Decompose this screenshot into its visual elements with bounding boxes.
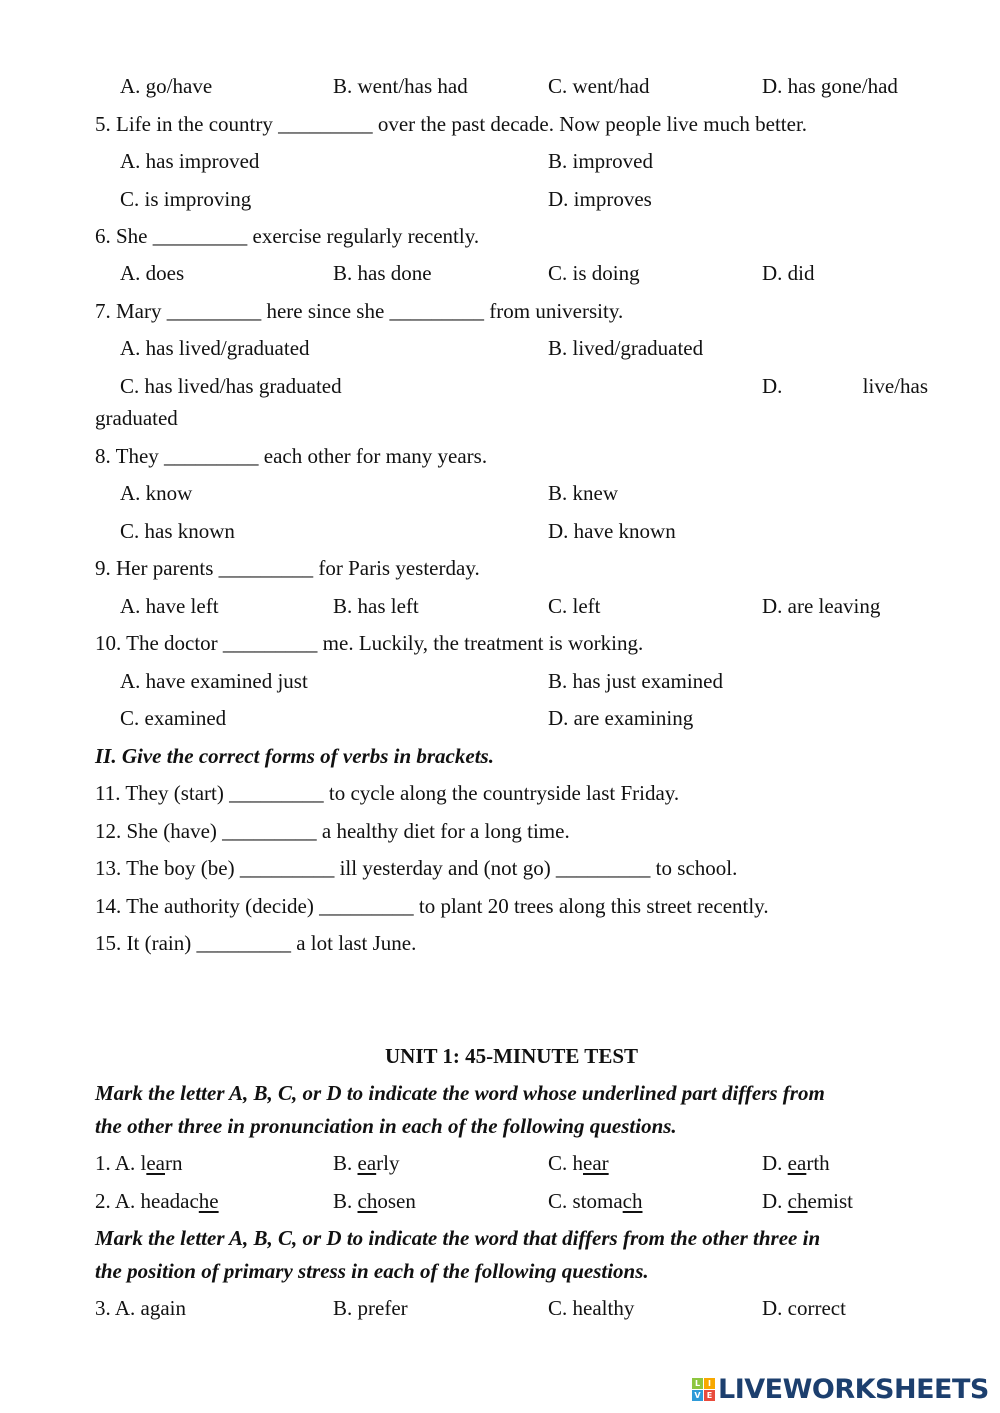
options-row: [0, 334, 1000, 362]
question-text: 15. It (rain) _________ a lot last June.: [95, 931, 417, 955]
option: D. has gone/had: [762, 74, 898, 98]
option: C. is improving: [120, 187, 252, 211]
option: A. know: [120, 481, 193, 505]
options-row: [0, 1294, 1000, 1322]
question-line: [0, 854, 1000, 882]
instruction-text: the position of primary stress in each of the following questions.: [95, 1259, 649, 1283]
question-text: 10. The doctor _________ me. Luckily, the treatment is working.: [95, 631, 644, 655]
section-title-text: UNIT 1: 45-MINUTE TEST: [384, 1044, 639, 1068]
question-line: [0, 742, 1000, 770]
question-line: [0, 297, 1000, 325]
underlined-part: ear: [583, 1151, 609, 1175]
option-text: rn: [165, 1151, 183, 1175]
option-text: osen: [377, 1189, 416, 1213]
question-text: 8. They _________ each other for many years.: [95, 444, 488, 468]
option: B. improved: [548, 149, 653, 173]
options-row: [0, 1187, 1000, 1215]
badge-letter: E: [704, 1390, 715, 1401]
question-text: 9. Her parents _________ for Paris yesterday.: [95, 556, 480, 580]
question-text: 11. They (start) _________ to cycle along the countryside last Friday.: [95, 781, 680, 805]
question-line: [0, 404, 1000, 432]
option: C. has lived/has graduated: [120, 374, 342, 398]
liveworksheets-logo: [692, 1374, 989, 1404]
option: [548, 1187, 643, 1215]
option: live/has: [862, 374, 928, 398]
question-line: [0, 629, 1000, 657]
option: A. has improved: [120, 149, 260, 173]
question-line: [0, 1257, 1000, 1285]
option-text: emist: [807, 1189, 853, 1213]
option: [95, 1187, 219, 1215]
option: [548, 1149, 609, 1177]
option: [95, 1149, 183, 1177]
option: D. improves: [548, 187, 652, 211]
instruction-text: Mark the letter A, B, C, or D to indicate the word whose underlined part differs from: [95, 1081, 825, 1105]
option: A. have examined just: [120, 669, 308, 693]
options-row: [0, 517, 1000, 545]
badge-letter: I: [704, 1378, 715, 1389]
option-text: D.: [762, 1151, 788, 1175]
option-text: rth: [806, 1151, 830, 1175]
option: 3. A. again: [95, 1296, 186, 1320]
options-row: [0, 704, 1000, 732]
option: [333, 1187, 416, 1215]
option-text: 2. A. headac: [95, 1189, 199, 1213]
option: B. knew: [548, 481, 618, 505]
question-text: 14. The authority (decide) _________ to plant 20 trees along this street recently.: [95, 894, 769, 918]
options-row: [0, 185, 1000, 213]
option-text: C. h: [548, 1151, 584, 1175]
option: C. left: [548, 594, 601, 618]
options-row: [0, 147, 1000, 175]
options-row: [0, 667, 1000, 695]
option: D. are leaving: [762, 594, 881, 618]
options-row: [0, 1149, 1000, 1177]
option: A. does: [120, 261, 185, 285]
question-line: [0, 892, 1000, 920]
option: C. healthy: [548, 1296, 635, 1320]
options-row: [0, 372, 1000, 400]
option: B. lived/graduated: [548, 336, 704, 360]
option: B. has done: [333, 261, 432, 285]
option-text: B.: [333, 1189, 358, 1213]
live-badge-icon: [692, 1378, 715, 1401]
instruction-text: II. Give the correct forms of verbs in brackets.: [95, 744, 494, 768]
option: A. go/have: [120, 74, 213, 98]
options-row: [0, 72, 1000, 100]
option: D. did: [762, 261, 815, 285]
option: [762, 1187, 853, 1215]
question-text: graduated: [95, 406, 178, 430]
instruction-text: the other three in pronunciation in each of the following questions.: [95, 1114, 677, 1138]
option: A. have left: [120, 594, 219, 618]
underlined-part: ea: [787, 1151, 807, 1175]
question-text: 12. She (have) _________ a healthy diet for a long time.: [95, 819, 570, 843]
badge-letter: V: [692, 1390, 703, 1401]
option: D. are examining: [548, 706, 694, 730]
question-text: 13. The boy (be) _________ ill yesterday and (not go) _________ to school.: [95, 856, 738, 880]
underlined-part: he: [198, 1189, 219, 1213]
option: B. has just examined: [548, 669, 723, 693]
badge-letter: L: [692, 1378, 703, 1389]
question-text: 7. Mary _________ here since she _________ from university.: [95, 299, 624, 323]
option-text: B.: [333, 1151, 358, 1175]
option: D. correct: [762, 1296, 846, 1320]
question-text: 5. Life in the country _________ over the past decade. Now people live much better.: [95, 112, 808, 136]
underlined-part: ch: [622, 1189, 643, 1213]
instruction-text: Mark the letter A, B, C, or D to indicate the word that differs from the other three in: [95, 1226, 821, 1250]
question-line: [0, 1224, 1000, 1252]
option: [762, 1149, 830, 1177]
option-text: 1. A. l: [95, 1151, 147, 1175]
option: D. have known: [548, 519, 676, 543]
option-text: rly: [376, 1151, 400, 1175]
option: C. is doing: [548, 261, 640, 285]
options-row: [0, 592, 1000, 620]
question-line: [0, 1112, 1000, 1140]
option-text: C. stoma: [548, 1189, 623, 1213]
option: C. examined: [120, 706, 227, 730]
question-line: [0, 817, 1000, 845]
question-text: 6. She _________ exercise regularly recently.: [95, 224, 480, 248]
option: B. went/has had: [333, 74, 468, 98]
underlined-part: ch: [787, 1189, 808, 1213]
question-line: [0, 929, 1000, 957]
underlined-part: ea: [146, 1151, 165, 1175]
underlined-part: ch: [357, 1189, 378, 1213]
question-line: [0, 554, 1000, 582]
option: [333, 1149, 400, 1177]
option: B. has left: [333, 594, 419, 618]
option: A. has lived/graduated: [120, 336, 310, 360]
option: B. prefer: [333, 1296, 408, 1320]
question-line: [0, 110, 1000, 138]
options-row: [0, 259, 1000, 287]
options-row: [0, 479, 1000, 507]
question-line: [0, 779, 1000, 807]
option: C. went/had: [548, 74, 650, 98]
underlined-part: ea: [357, 1151, 377, 1175]
question-line: [0, 442, 1000, 470]
option: D.: [762, 374, 783, 398]
section-title: [0, 1042, 1000, 1070]
logo-text: LIVEWORKSHEETS: [718, 1373, 989, 1405]
question-line: [0, 222, 1000, 250]
option-text: D.: [762, 1189, 788, 1213]
question-line: [0, 1079, 1000, 1107]
option: C. has known: [120, 519, 235, 543]
